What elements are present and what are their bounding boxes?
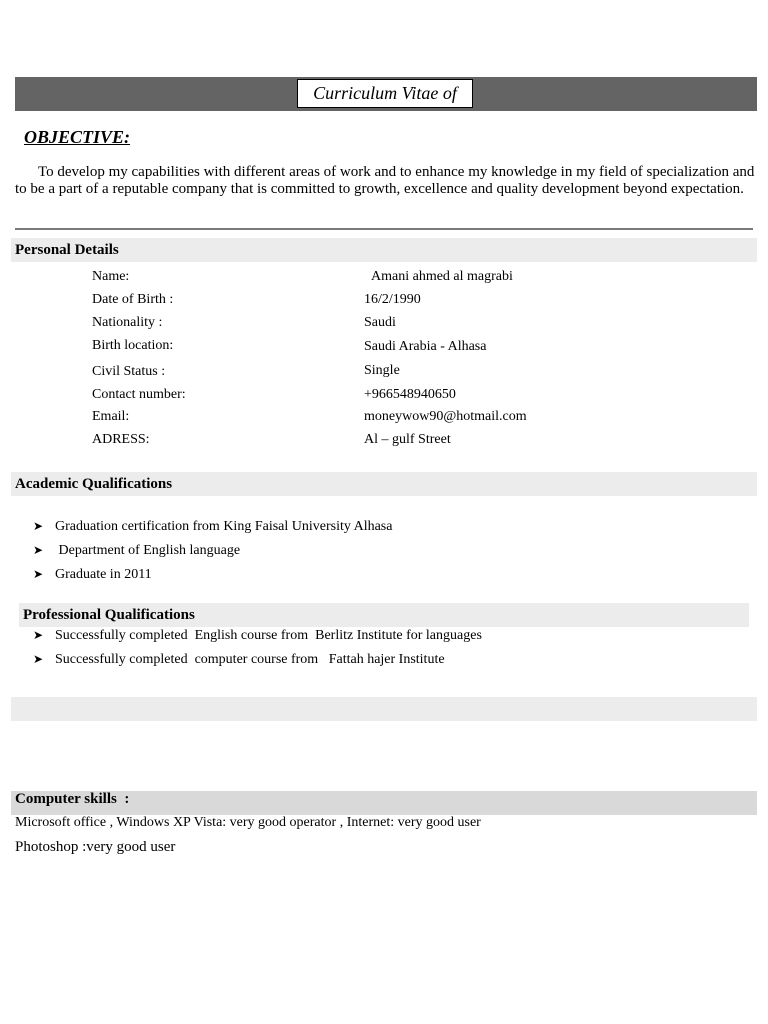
email-label: Email:: [92, 409, 130, 424]
birth-location-label: Birth location:: [92, 338, 174, 353]
dob-value: 16/2/1990: [364, 292, 421, 307]
arrowhead-bullet-icon: ➤: [33, 628, 44, 642]
computer-skills-heading: Computer skills :: [11, 791, 757, 815]
civil-status-label: Civil Status :: [92, 364, 166, 379]
list-item: ➤ Successfully completed English course from Berlitz Institute for languages: [33, 628, 482, 643]
arrowhead-bullet-icon: ➤: [33, 519, 44, 533]
academic-qualifications-heading: Academic Qualifications: [11, 472, 757, 496]
arrowhead-bullet-icon: ➤: [33, 567, 44, 581]
objective-text: To develop my capabilities with different areas of work and to enhance my knowledge in my field of specialization and to be a part of a reputable company that is committed to growth, excellence and quality development beyond expectation.: [15, 164, 755, 197]
address-value: Al – gulf Street: [364, 432, 451, 447]
name-value: Amani ahmed al magrabi: [371, 269, 513, 284]
email-value: moneywow90@hotmail.com: [364, 409, 527, 424]
objective-heading: OBJECTIVE:: [24, 127, 131, 147]
birth-location-value: Saudi Arabia - Alhasa: [364, 339, 487, 354]
computer-skill-line: Photoshop :very good user: [15, 839, 176, 855]
nationality-label: Nationality :: [92, 315, 163, 330]
document-title: Curriculum Vitae of: [298, 80, 472, 107]
empty-section-bar: [11, 697, 757, 721]
contact-number-label: Contact number:: [92, 387, 186, 402]
contact-number-value: +966548940650: [364, 387, 456, 402]
list-item: ➤ Department of English language: [33, 543, 241, 558]
list-item: ➤ Successfully completed computer course from Fattah hajer Institute: [33, 652, 445, 667]
dob-label: Date of Birth :: [92, 292, 174, 307]
nationality-value: Saudi: [364, 315, 396, 330]
divider: [15, 228, 753, 230]
personal-details-heading: Personal Details: [11, 238, 757, 262]
list-item: ➤ Graduation certification from King Faisal University Alhasa: [33, 519, 393, 534]
computer-skill-line: Microsoft office , Windows XP Vista: very good operator , Internet: very good user: [15, 815, 481, 830]
arrowhead-bullet-icon: ➤: [33, 652, 44, 666]
civil-status-value: Single: [364, 363, 400, 378]
professional-qualifications-heading: Professional Qualifications: [19, 603, 749, 627]
list-item: ➤ Graduate in 2011: [33, 567, 152, 582]
name-label: Name:: [92, 269, 130, 284]
address-label: ADRESS:: [92, 432, 150, 447]
arrowhead-bullet-icon: ➤: [33, 543, 44, 557]
